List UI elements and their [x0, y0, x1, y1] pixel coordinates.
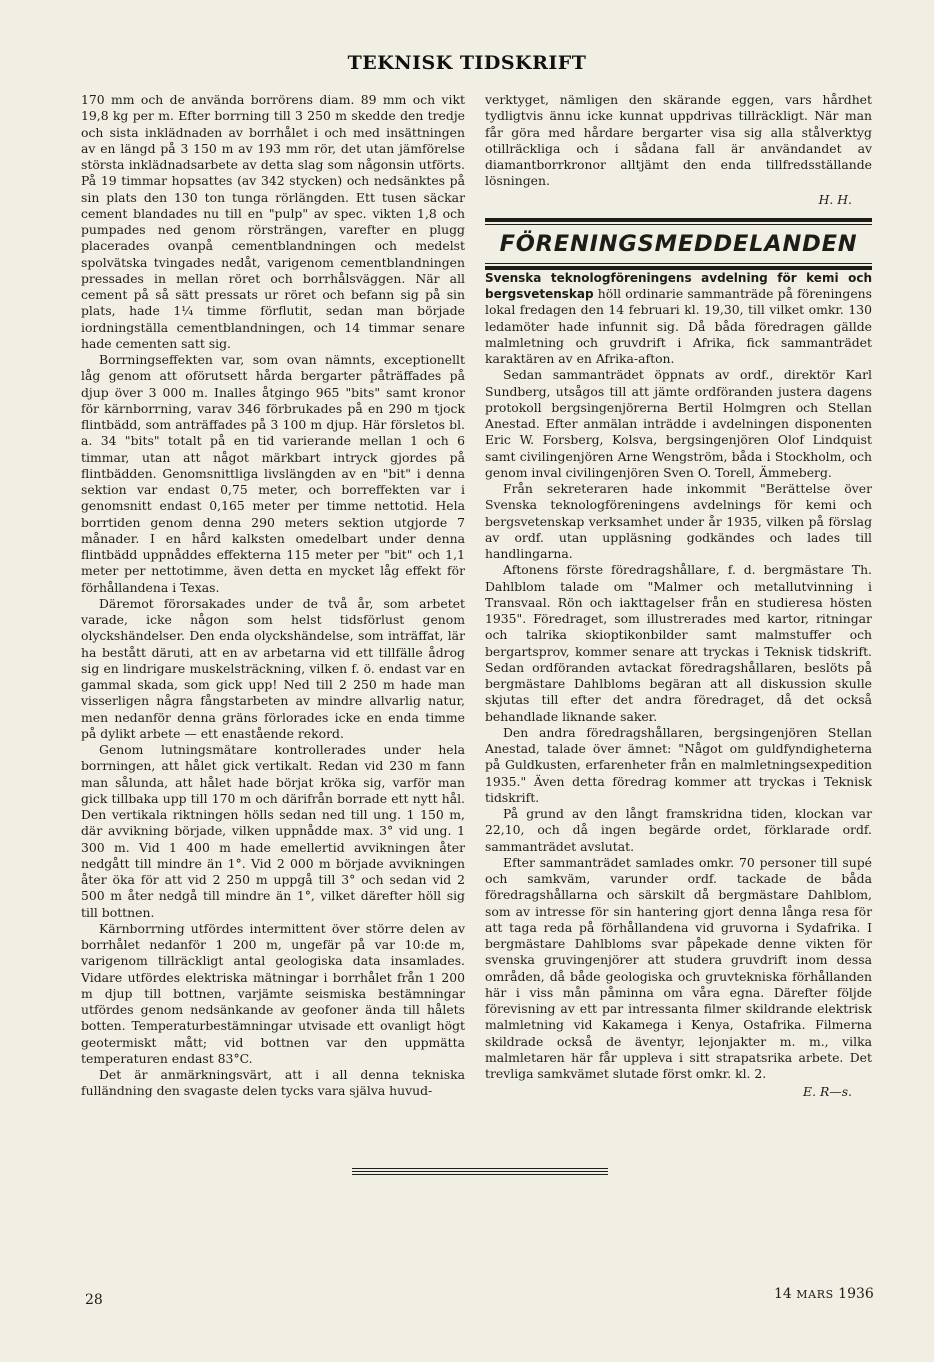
section-title: FÖRENINGSMEDDELANDEN [499, 230, 858, 257]
association-lead [485, 270, 872, 368]
paragraph: Genom lutningsmätare kontrollerades under hela borrningen, att hålet gick vertikalt. Redan vid 230 m fann man sålunda, att hålet hade börjat kröka sig, varför man gick tillbaka upp till 170 m och därifrån borrade ett nytt hål. Den vertikala riktningen hölls sedan ned till ung. 1 150 m, där avvikning började, vilken uppnådde max. 3° vid ung. 1 300 m. Vid 1 400 m hade emellertid avvikningen åter nedgått till mindre än 1°. Vid 2 000 m började avvikningen åter öka för att vid 2 250 m uppgå till 3° och sedan vid 2 500 m åter nedgå till mindre än 1°, vilket därefter höll sig till bottnen. [81, 742, 465, 920]
issue-date-year: 1936 [838, 1286, 874, 1302]
bottom-rule [352, 1168, 608, 1177]
paragraph: Kärnborrning utfördes intermittent över större delen av borrhålet nedanför 1 200 m, ungefär på var 10:de m, varigenom tillräckligt antal geologiska data insamlades. Vidare utfördes elektriska mätningar i borrhålet från 1 200 m djup till bottnen, varjämte seismiska bestämningar utfördes genom nedsänkande av geofoner ända till hålets botten. Temperaturbestämningar utvisade ett ovanligt högt geotermiskt mått; vid bottnen var den uppmätta temperaturen endast 83°C. [81, 920, 465, 1066]
paragraph: verktyget, nämligen den skärande eggen, vars hårdhet tydligtvis ännu icke kunnat uppdrivas tillräckligt. När man får göra med hårdare bergarter visa sig alla stålverktyg otillräckliga och i sådana fall är användandet av diamantborrkronor alltjämt den enda tillfredsställande lösningen. [485, 92, 872, 189]
association-name: Svenska teknologföreningens avdelning för kemi och bergsvetenskap [485, 270, 872, 301]
paragraph: Den andra föredragshållaren, bergsingenjören Stellan Anestad, talade över ämnet: "Något om guldfyndigheterna på Guldkusten, erfarenheter från en malmletningsexpedition 1935." Även detta föredrag kommer att tryckas i Teknisk tidskrift. [485, 724, 872, 805]
paragraph: Sedan sammanträdet öppnats av ordf., direktör Karl Sundberg, utsågos till att jämte ordföranden justera dagens protokoll bergsingenjörerna Bertil Holmgren och Stellan Anestad. Efter anmälan inträdde i avdelningen disponenten Eric W. Forsberg, Kolsva, bergsingenjören Olof Lindquist samt civilingenjören Arne Wengström, båda i Stockholm, och genom inval civilingenjören Sven O. Torell, Ämmeberg. [485, 367, 872, 480]
association-lead-text: höll ordinarie sammanträde på föreningens lokal fredagen den 14 februari kl. 19,30, till vilket omkr. 130 ledamöter hade infunnit sig. Då båda föredragen gällde malmletning och gruvdrift i Afrika, fick sammanträdet karaktären av en Afrika-afton. [485, 286, 872, 366]
masthead: TEKNISK TIDSKRIFT [347, 52, 587, 74]
paragraph: Däremot förorsakades under de två år, som arbetet varade, icke någon som helst tidsförlust genom olyckshändelser. Den enda olyckshändelse, som inträffat, lär ha bestått däruti, att en av arbetarna vid ett tillfälle ådrog sig en lindrigare muskelsträckning, vilken f. ö. endast var en gammal skada, som gick upp! Ned till 2 250 m hade man visserligen några fångstarbeten av mindre allvarlig natur, men nedanför denna gräns förlorades icke en enda timme på dylikt arbete — ett enastående rekord. [81, 595, 465, 741]
paragraph: Borrningseffekten var, som ovan nämnts, exceptionellt låg genom att oförutsett hårda bergarter påträffades på djup över 3 000 m. Inalles åtgingo 965 "bits" samt kronor för kärnborrning, varav 346 förbrukades på en 290 m tjock flintbädd, som anträffades på 3 100 m djup. Här försletos bl. a. 34 "bits" totalt på en tid varierande mellan 1 och 6 timmar, utan att något märkbart intryck gjordes på flintbädden. Genomsnittliga livslängden av en "bit" i denna sektion var endast 0,75 meter, och borreffekten var i genomsnitt endast 0,165 meter per timme nettotid. Hela borrtiden genom denna 290 meters sektion utgjorde 7 månader. I en hård kalksten omedelbart under denna flintbädd uppnåddes effekterna 115 meter per "bit" och 1,1 meter per nettotimme, även detta en mycket låg effekt för förhållandena i Texas. [81, 352, 465, 595]
issue-date-month: MARS [796, 1288, 834, 1301]
association-signature: E. R—s. [803, 1084, 852, 1100]
section-rule-top [485, 218, 872, 222]
page-number: 28 [85, 1292, 103, 1308]
issue-date [774, 1286, 874, 1302]
section-rule-top-thin [485, 224, 872, 225]
section-rule-bottom-thin [485, 263, 872, 264]
paragraph: 170 mm och de använda borrörens diam. 89 mm och vikt 19,8 kg per m. Efter borrning till 3 250 m skedde den tredje och sista inklädnaden av borrhålet i och med insättningen av en längd på 3 150 m av 193 mm rör, det utan jämförelse största inklädnadsarbete av detta slag som någonsin utförts. På 19 timmar hopsattes (av 342 stycken) och nedsänktes på sin plats den 130 ton tunga rörlängden. Ett tusen säckar cement blandades nu till en "pulp" av spec. vikten 1,8 och pumpades ned genom rörsträngen, varefter en plugg placerades ovanpå cementblandningen och medelst spolvätska tvingades nedåt, varigenom cementblandningen pressades in mellan röret och borrhålsväggen. När all cement på så sätt pressats ur röret och befann sig på sin plats, hade 1¼ timme förflutit, sedan man började iordningställa cementblandningen, och 14 timmar senare hade cementen satt sig. [81, 92, 465, 351]
issue-date-day: 14 [774, 1286, 792, 1302]
paragraph: På grund av den långt framskridna tiden, klockan var 22,10, och då ingen begärde ordet, förklarade ordf. sammanträdet avslutat. [485, 806, 872, 854]
paragraph: Aftonens förste föredragshållare, f. d. bergmästare Th. Dahlblom talade om "Malmer och metallutvinning i Transvaal. Rön och iakttagelser från en studieresa hösten 1935". Föredraget, som illustrerades med kartor, ritningar och talrika skioptikonbilder samt malmstuffer och bergartsprov, kommer senare att tryckas i Teknisk tidskrift. Sedan ordföranden avtackat föredragshållaren, beslöts på bergmästare Dahlbloms begäran att all diskussion skulle skjutas till efter det andra föredraget, då det också behandlade liknande saker. [485, 562, 872, 724]
paragraph: Det är anmärkningsvärt, att i all denna tekniska fulländning den svagaste delen tycks vara själva huvud- [81, 1067, 465, 1099]
paragraph: Efter sammanträdet samlades omkr. 70 personer till supé och samkväm, varunder ordf. tackade de båda föredragshållarna och särskilt då bergmästare Dahlblom, som av intresse för sin hantering gjort denna långa resa för att taga reda på förhållandena vid gruvorna i Sydafrika. I bergmästare Dahlbloms svar påpekade denne vikten för svenska gruvingenjörer att studera gruvdrift inom dessa områden, då både geologiska och gruvtekniska förhållanden här i viss mån påminna om våra egna. Därefter följde förevisning av ett par intressanta filmer skildrande elektrisk malmletning vid Kakamega i Kenya, Ostafrika. Filmerna skildrade också de äventyr, lejonjakter m. m., vilka malmletaren här får uppleva i sitt strapatsrika arbete. Det trevliga samkvämet slutade först omkr. kl. 2. [485, 854, 872, 1081]
paragraph: Från sekreteraren hade inkommit "Berättelse över Svenska teknologföreningens avdelnings för kemi och bergsvetenskap verksamhet under år 1935, vilken på förslag av ordf. utan uppläsning godkändes och lades till handlingarna. [485, 481, 872, 561]
article-signature: H. H. [818, 191, 852, 207]
right-column [485, 92, 872, 1101]
left-column [81, 92, 465, 1100]
